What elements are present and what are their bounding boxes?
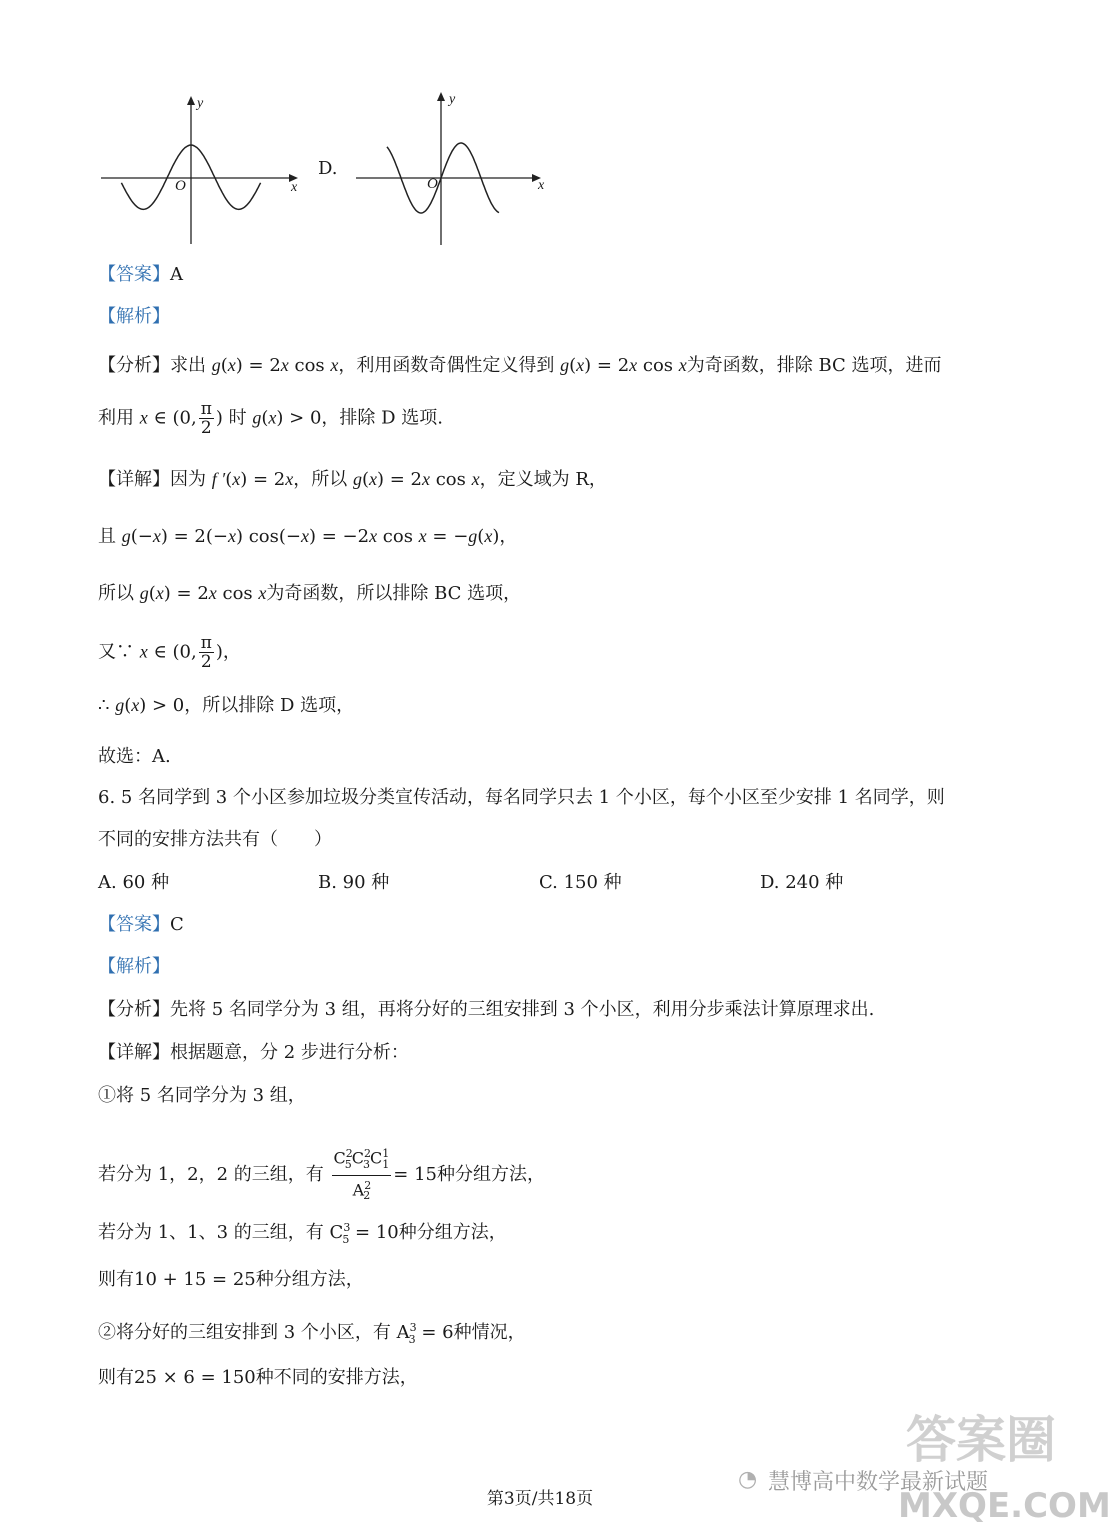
text: 则有 — [98, 1269, 134, 1290]
math: x — [139, 641, 148, 662]
math: x — [232, 469, 241, 489]
q6-option-a: A. 60 种 — [98, 872, 170, 893]
detail-tag: 【详解】 — [98, 1042, 170, 1063]
math: cos — [216, 583, 259, 604]
q6-option-d: D. 240 种 — [760, 872, 844, 893]
math: x — [330, 355, 339, 375]
math: (− — [130, 526, 153, 547]
q5-analysis-heading — [98, 304, 170, 330]
math: ( — [124, 695, 132, 716]
math: ( — [261, 407, 269, 429]
math: ∈ (0, — [147, 407, 197, 429]
math: )， — [492, 526, 518, 547]
text: 根据题意，分 2 步进行分析： — [170, 1042, 409, 1063]
answer-tag: 【答案】 — [98, 914, 170, 935]
watermark-site: MXQE.COM — [898, 1486, 1111, 1526]
q5-detail-line-2 — [98, 523, 517, 550]
math: x — [208, 583, 217, 603]
text: 时 — [228, 407, 247, 429]
q5-choose: 故选：A. — [98, 746, 171, 767]
q5-answer — [98, 262, 183, 288]
q6-step-1: ①将 5 名同学分为 3 组， — [98, 1085, 306, 1106]
text: ∴ — [98, 695, 110, 716]
fraction-combination: $\frac{C^2_5C^2_3C^1_1}{A^2_2}$ — [332, 1144, 392, 1206]
math: cos — [377, 526, 419, 547]
math: x — [152, 526, 161, 546]
math: ) = 2 — [376, 469, 422, 490]
q6-detail — [98, 1040, 409, 1066]
text: 利用 — [98, 407, 134, 429]
math: = − — [426, 526, 469, 547]
math: g — [352, 469, 362, 489]
text: 种不同的安排方法， — [255, 1367, 418, 1388]
right-x-label: x — [538, 178, 545, 193]
text: ②将分好的三组安排到 3 个小区，有 — [98, 1322, 391, 1343]
math: ( — [477, 526, 485, 547]
analysis-tag: 【解析】 — [98, 956, 170, 977]
math: x — [421, 469, 430, 489]
math: ( — [225, 469, 233, 490]
math: $C^3_5 = 10$ — [329, 1221, 399, 1246]
text: 又∵ — [98, 641, 134, 663]
math: x — [280, 355, 289, 375]
math: g — [115, 695, 125, 715]
math: x — [285, 469, 294, 489]
fenxi-tag: 【分析】 — [98, 355, 170, 376]
fenxi-tag: 【分析】 — [98, 999, 170, 1020]
q5-detail-line-3 — [98, 580, 521, 607]
q5-fenxi-line-1 — [98, 352, 942, 379]
math: g — [121, 526, 131, 546]
math: x — [155, 583, 164, 603]
text: 种情况， — [453, 1322, 526, 1343]
text: 求出 — [170, 355, 206, 376]
math: = 15 — [393, 1164, 438, 1186]
text: ，定义域为 R， — [479, 469, 607, 490]
math: x — [268, 407, 277, 428]
q6-step-2 — [98, 1315, 526, 1353]
q5-detail-line-5 — [98, 692, 354, 719]
math: ( — [569, 355, 577, 376]
math: 10 + 15 = 25 — [134, 1269, 256, 1290]
q6-case-2 — [98, 1215, 507, 1253]
answer-value: A — [170, 264, 183, 285]
math: x — [227, 526, 236, 546]
math: ) — [215, 641, 223, 663]
math: x — [484, 526, 493, 546]
math: ( — [220, 355, 228, 376]
math: x — [300, 526, 309, 546]
math: g — [139, 583, 149, 603]
q6-fenxi — [98, 997, 874, 1023]
fraction-pi-over-2: $\frac{\pi}{2}$ — [200, 399, 212, 438]
text: 若分为 1，2，2 的三组，有 — [98, 1164, 324, 1186]
detail-tag: 【详解】 — [98, 469, 170, 490]
math: x — [139, 407, 148, 428]
math: x — [368, 469, 377, 489]
text: ，利用函数奇偶性定义得到 — [338, 355, 555, 376]
text: ，所以 — [293, 469, 348, 490]
math: ) = 2(− — [160, 526, 228, 547]
math: x — [227, 355, 236, 375]
math: x — [576, 355, 585, 375]
math: x — [629, 355, 638, 375]
math: ) = 2 — [163, 583, 209, 604]
math: ) = 2 — [235, 355, 281, 376]
math-g-def: g — [211, 355, 221, 375]
q6-total — [98, 1267, 364, 1293]
wechat-icon: ◔ — [738, 1467, 758, 1492]
q5-detail-line-1 — [98, 466, 607, 493]
math: f ′ — [211, 469, 226, 489]
watermark-logo: 答案圈 — [906, 1411, 1056, 1469]
q6-option-c: C. 150 种 — [539, 872, 622, 893]
watermark-account: 慧博高中数学最新试题 — [768, 1470, 989, 1495]
right-y-label: y — [449, 92, 456, 107]
graph-odd-function — [352, 88, 552, 250]
math: ) > 0 — [139, 695, 185, 716]
math: x — [369, 526, 378, 546]
math: x — [131, 695, 140, 715]
text: 为奇函数，排除 BC 选项，进而 — [686, 355, 942, 376]
math: cos — [429, 469, 472, 490]
q6-option-b: B. 90 种 — [318, 872, 390, 893]
analysis-tag: 【解析】 — [98, 306, 170, 327]
text: 种分组方法， — [255, 1269, 364, 1290]
math: ) = 2 — [240, 469, 286, 490]
math: ) > 0 — [276, 407, 322, 429]
math: ) = 2 — [584, 355, 630, 376]
left-y-label: y — [197, 96, 204, 111]
q6-stem-line-2: 不同的安排方法共有（ ） — [98, 829, 332, 850]
option-d-label: D. — [318, 158, 338, 179]
math: x — [258, 583, 267, 603]
text: 且 — [98, 526, 116, 547]
text: 为奇函数，所以排除 BC 选项， — [266, 583, 522, 604]
left-origin-label: O — [175, 178, 186, 194]
text: ，排除 D 选项. — [321, 407, 444, 429]
math: cos — [637, 355, 679, 376]
q6-stem-line-1: 6. 5 名同学到 3 个小区参加垃圾分类宣传活动，每名同学只去 1 个小区，每个小区至少安排 1 名同学，则 — [98, 787, 945, 808]
q6-case-1 — [98, 1144, 545, 1206]
text: 则有 — [98, 1367, 134, 1388]
text: 因为 — [170, 469, 206, 490]
math: ∈ (0, — [147, 641, 197, 663]
answer-value: C — [170, 914, 184, 935]
q6-analysis-heading — [98, 954, 170, 980]
q5-detail-line-4 — [98, 634, 241, 671]
text: ， — [222, 641, 241, 663]
math: ) — [215, 407, 223, 429]
math: x — [418, 526, 427, 546]
text: ，所以排除 D 选项， — [184, 695, 355, 716]
text: 若分为 1、1、3 的三组，有 — [98, 1222, 324, 1243]
q5-fenxi-line-2 — [98, 400, 443, 437]
math-g-def: g — [560, 355, 570, 375]
graph-even-function — [95, 92, 310, 250]
text: 种分组方法， — [398, 1222, 507, 1243]
math: ( — [148, 583, 156, 604]
math: x — [471, 469, 480, 489]
text: 所以 — [98, 583, 134, 604]
left-x-label: x — [291, 180, 298, 195]
page-footer: 第3页/共18页 — [486, 1489, 594, 1509]
math: ) cos(− — [235, 526, 301, 547]
answer-tag: 【答案】 — [98, 264, 170, 285]
math: g — [468, 526, 478, 546]
q6-final — [98, 1365, 418, 1391]
right-origin-label: O — [427, 176, 438, 192]
math: $A^3_3 = 6$ — [396, 1321, 454, 1346]
math: ) = −2 — [308, 526, 370, 547]
q6-answer — [98, 912, 184, 938]
text: 先将 5 名同学分为 3 组，再将分好的三组安排到 3 个小区，利用分步乘法计算原理求出. — [170, 999, 875, 1020]
math: 25 × 6 = 150 — [134, 1367, 256, 1388]
text: 种分组方法， — [437, 1164, 546, 1186]
math: g — [252, 407, 262, 428]
math: x — [678, 355, 687, 375]
fraction-pi-over-2: $\frac{\pi}{2}$ — [200, 633, 212, 672]
math: ( — [361, 469, 369, 490]
math: cos — [288, 355, 331, 376]
